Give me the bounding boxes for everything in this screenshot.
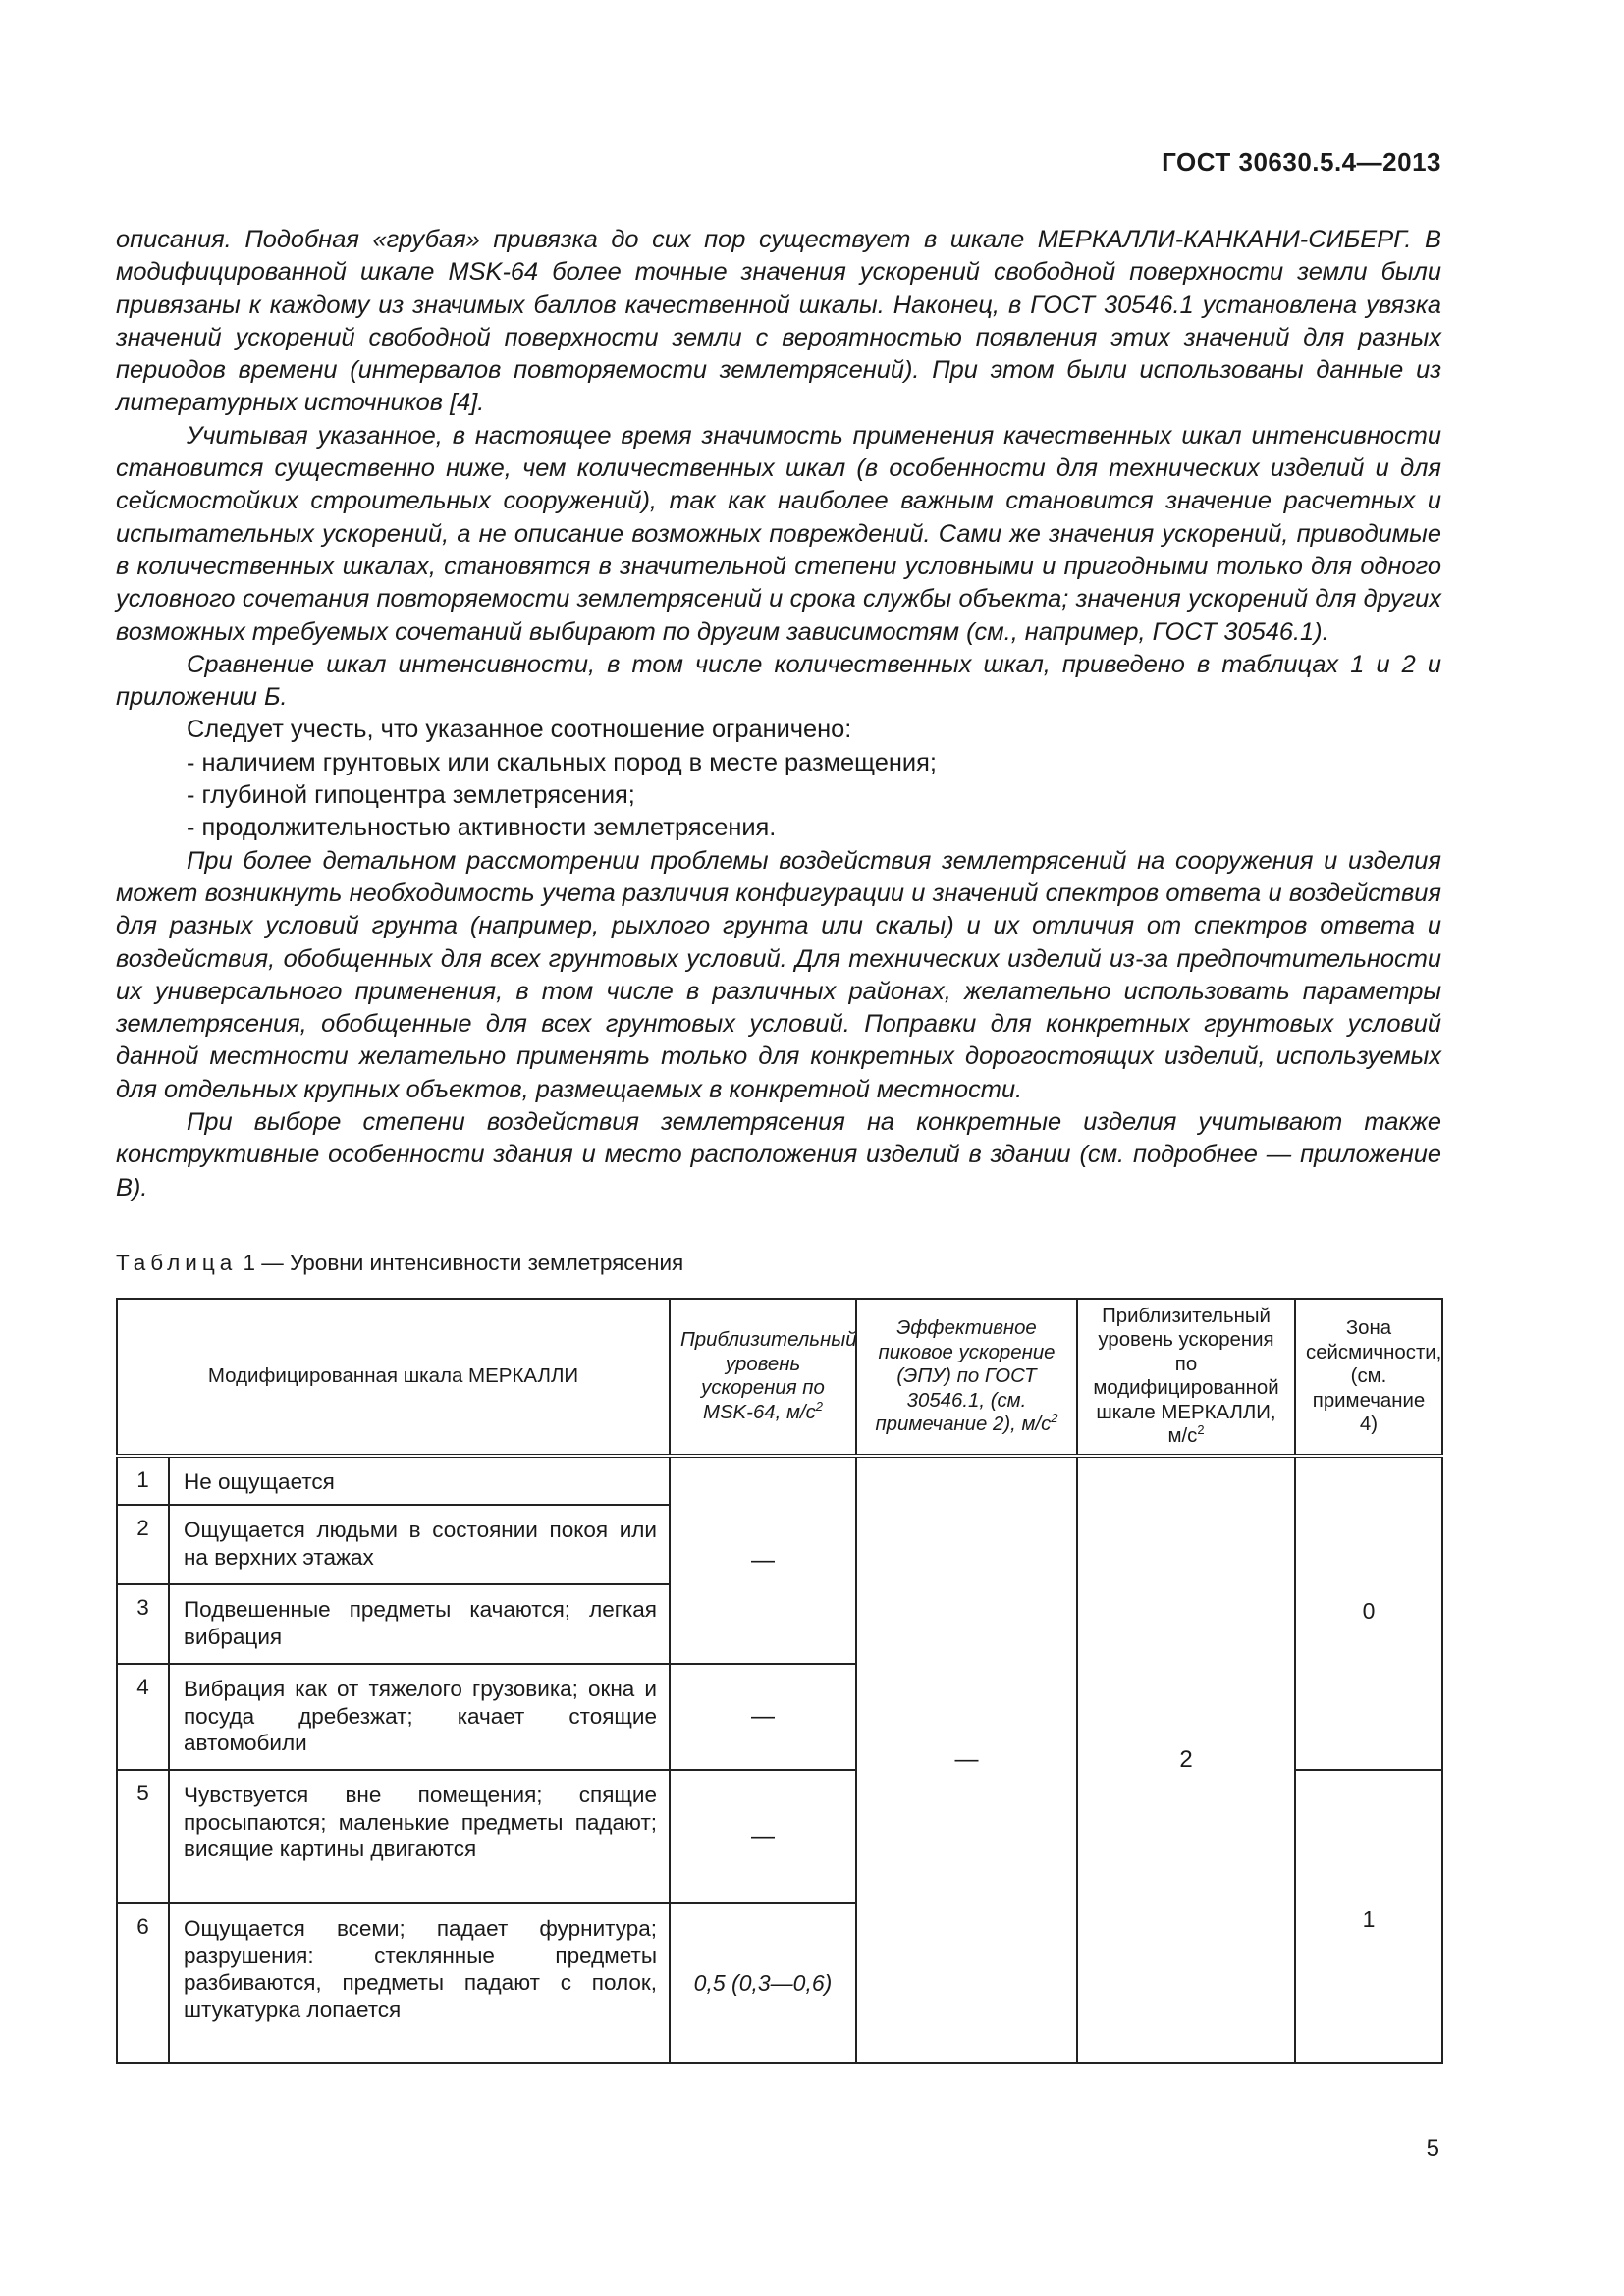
msk64-value: 0,5 (0,3—0,6) [670, 1903, 856, 2063]
list-item: - наличием грунтовых или скальных пород в месте размещения; [187, 748, 937, 776]
paragraph-5: При более детальном рассмотрении проблемы воздействия землетрясений на сооружения и изделия может возникнуть необходимость учета различия конфигурации и значений спектров ответа и воздействия для разных условий грунта (например, рыхлого грунта или скалы) и их отличия от спектров ответа и воздействия, обобщенных для всех грунтовых условий. Для технических изделий из-за предпочтительности их универсального применения, в том числе в различных районах, желательно использовать параметры землетрясения, обобщенные для всех грунтовых условий. Поправки для конкретных грунтовых условий данной местности желательно применять только для конкретных дорогостоящих изделий, используемых для отдельных крупных объектов, размещаемых в конкретной местности. [116, 846, 1441, 1103]
row-number: 4 [117, 1664, 169, 1770]
row-description: Ощущается всеми; падает фурнитура; разрушения: стеклянные предметы разбиваются, предметы падают с полок, штукатурка лопается [169, 1903, 670, 2063]
msk64-value: — [670, 1770, 856, 1903]
row-number: 2 [117, 1505, 169, 1584]
zone-value-text: 0 [1362, 1597, 1376, 1624]
paragraph-1: описания. Подобная «грубая» привязка до сих пор существует в шкале МЕРКАЛЛИ-КАНКАНИ-СИБЕРГ. В модифицированной шкале MSK-64 более точные значения ускорений свободной поверхности земли были привязаны к каждому из значимых баллов качественной шкалы. Наконец, в ГОСТ 30546.1 установлена увязка значений ускорений свободной поверхности земли с вероятностью появления этих значений для разных периодов времени (интервалов повторяемости землетрясений). При этом были использованы данные из литературных источников [4]. [116, 226, 1441, 417]
table-row [117, 1456, 1442, 1506]
list-item: - глубиной гипоцентра землетрясения; [187, 781, 635, 810]
header-mod-mercalli-text: Приблизительный уровень ускорения по модифицированной шкале МЕРКАЛЛИ, м/с [1093, 1305, 1279, 1448]
msk64-value: — [670, 1664, 856, 1770]
list-item: - продолжительностью активности землетрясения. [187, 814, 777, 842]
row-number: 1 [117, 1456, 169, 1506]
header-epu [856, 1299, 1077, 1456]
row-number: 3 [117, 1584, 169, 1664]
row-number: 6 [117, 1903, 169, 2063]
table-header-row [117, 1299, 1442, 1456]
zone-value [1295, 1770, 1442, 2063]
header-msk64 [670, 1299, 856, 1456]
table-caption [116, 1249, 1441, 1278]
header-mercalli: Модифицированная шкала МЕРКАЛЛИ [117, 1299, 670, 1456]
paragraph-6: При выборе степени воздействия землетрясения на конкретные изделия учитывают также конструктивные особенности здания и место расположения изделий в здании (см. подробнее — приложение В). [116, 1108, 1441, 1201]
zone-value [1295, 1456, 1442, 1771]
zone-value-text: 1 [1362, 1906, 1376, 1933]
header-epu-text: Эффективное пиковое ускорение (ЭПУ) по ГОСТ 30546.1, (см. примечание 2), м/с [875, 1317, 1056, 1436]
row-number: 5 [117, 1770, 169, 1903]
table-caption-title: 1 — Уровни интенсивности землетрясения [243, 1250, 684, 1275]
row-description: Вибрация как от тяжелого грузовика; окна и посуда дребезжат; качает стоящие автомобили [169, 1664, 670, 1770]
header-msk64-text: Приблизительный уровень ускорения по MSK-64, м/с [680, 1329, 857, 1423]
page-body [116, 224, 1441, 2064]
header-mod-mercalli [1077, 1299, 1295, 1456]
table-caption-lead: Таблица [116, 1250, 238, 1275]
header-epu-sup: 2 [1051, 1411, 1058, 1426]
epu-value: — [856, 1456, 1077, 2064]
paragraph-4: Следует учесть, что указанное соотношение ограничено: [187, 716, 852, 744]
header-zone: Зона сейсмичности, (см. примечание 4) [1295, 1299, 1442, 1456]
paragraph-2: Учитывая указанное, в настоящее время значимость применения качественных шкал интенсивности становится существенно ниже, чем количественных шкал (в особенности для технических изделий и для сейсмостойких строительных сооружений), так как наиболее важным становится значение расчетных и испытательных ускорений, а не описание возможных повреждений. Сами же значения ускорений, приводимые в количественных шкалах, становятся в значительной степени условными и пригодными только для одного условного сочетания повторяемости землетрясений и срока службы объекта; значения ускорений для других возможных требуемых сочетаний выбирают по другим зависимостям (см., например, ГОСТ 30546.1). [116, 421, 1441, 646]
msk64-value: — [670, 1456, 856, 1665]
paragraph-3: Сравнение шкал интенсивности, в том числе количественных шкал, приведено в таблицах 1 и 2 и приложении Б. [116, 650, 1441, 712]
mod-mercalli-value: 2 [1077, 1456, 1295, 2064]
row-description: Не ощущается [169, 1456, 670, 1506]
row-description: Ощущается людьми в состоянии покоя или на верхних этажах [169, 1505, 670, 1584]
standard-designation: ГОСТ 30630.5.4—2013 [1162, 147, 1441, 177]
intensity-table [116, 1298, 1443, 2065]
row-description: Подвешенные предметы качаются; легкая вибрация [169, 1584, 670, 1664]
row-description: Чувствуется вне помещения; спящие просыпаются; маленькие предметы падают; висящие картины двигаются [169, 1770, 670, 1903]
page-number: 5 [1426, 2135, 1439, 2162]
header-mod-mercalli-sup: 2 [1197, 1422, 1205, 1438]
header-msk64-sup: 2 [815, 1399, 824, 1415]
